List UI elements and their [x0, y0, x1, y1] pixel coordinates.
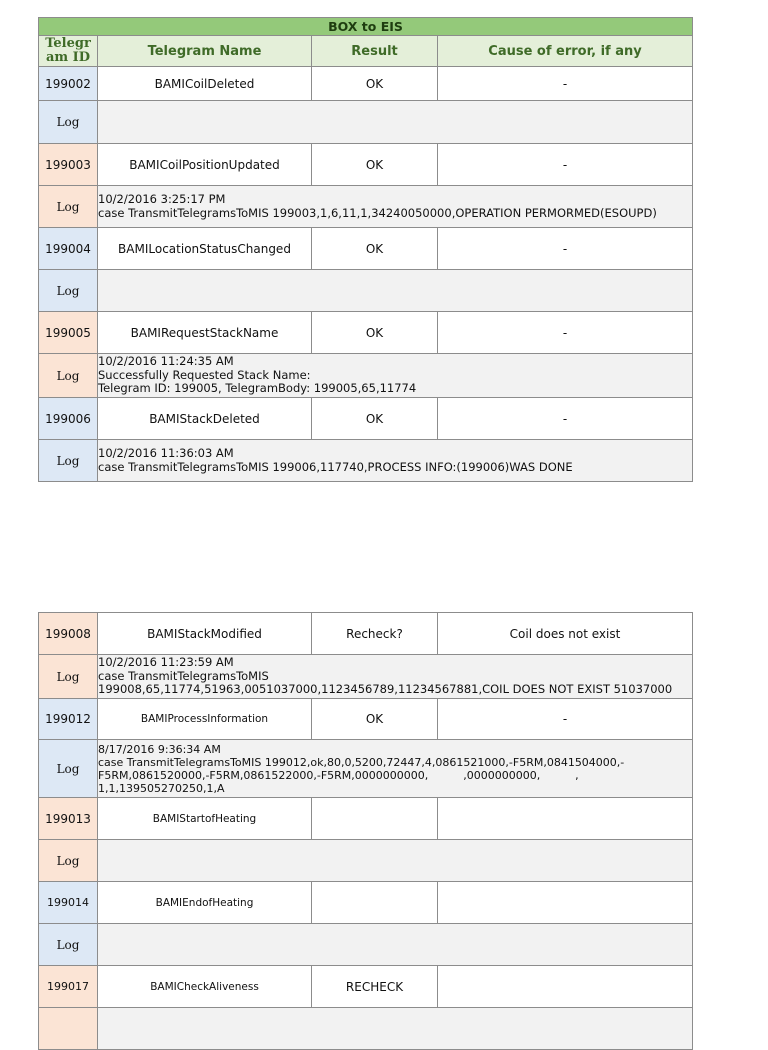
- cause: -: [438, 699, 693, 740]
- telegram-id: 199017: [39, 966, 98, 1008]
- table-row: [39, 67, 693, 101]
- cause: -: [438, 144, 693, 186]
- cause: Coil does not exist: [438, 613, 693, 655]
- result: OK: [312, 67, 438, 101]
- result: OK: [312, 398, 438, 440]
- log-label: Log: [39, 924, 98, 966]
- telegram-id: 199002: [39, 67, 98, 101]
- table-row: [39, 312, 693, 354]
- header-telegram-name: Telegram Name: [98, 36, 312, 67]
- log-text: 10/2/2016 3:25:17 PM case TransmitTelegramsToMIS 199003,1,6,11,1,34240050000,OPERATION PERMORMED(ESOUPD): [98, 186, 693, 228]
- result: OK: [312, 312, 438, 354]
- table-row: [39, 398, 693, 440]
- log-row: [39, 740, 693, 798]
- table-row: [39, 966, 693, 1008]
- telegram-name: BAMIStackModified: [98, 613, 312, 655]
- cause: [438, 798, 693, 840]
- log-text: [98, 840, 693, 882]
- log-text: [98, 101, 693, 144]
- log-row: [39, 655, 693, 699]
- telegram-id: 199006: [39, 398, 98, 440]
- telegram-id: 199013: [39, 798, 98, 840]
- result: OK: [312, 144, 438, 186]
- log-text: [98, 924, 693, 966]
- table-row: [39, 798, 693, 840]
- cause: [438, 966, 693, 1008]
- table-row: [39, 699, 693, 740]
- telegram-id: 199004: [39, 228, 98, 270]
- cause: [438, 882, 693, 924]
- telegram-name: BAMILocationStatusChanged: [98, 228, 312, 270]
- log-row: [39, 1008, 693, 1050]
- header-telegram-id: Telegr am ID: [39, 36, 98, 67]
- log-text: 10/2/2016 11:36:03 AM case TransmitTelegramsToMIS 199006,117740,PROCESS INFO:(199006)WAS DONE: [98, 440, 693, 482]
- log-label: Log: [39, 270, 98, 312]
- log-label: [39, 1008, 98, 1050]
- log-label: Log: [39, 101, 98, 144]
- telegram-name: BAMICoilDeleted: [98, 67, 312, 101]
- cause: -: [438, 312, 693, 354]
- telegram-table-2: [38, 612, 693, 1050]
- result: RECHECK: [312, 966, 438, 1008]
- log-text: 10/2/2016 11:24:35 AM Successfully Requested Stack Name: Telegram ID: 199005, TelegramBody: 199005,65,11774: [98, 354, 693, 398]
- telegram-name: BAMIProcessInformation: [98, 699, 312, 740]
- box-to-eis-table: [38, 17, 693, 482]
- log-text: [98, 1008, 693, 1050]
- telegram-name: BAMICoilPositionUpdated: [98, 144, 312, 186]
- log-text: 10/2/2016 11:23:59 AM case TransmitTelegramsToMIS 199008,65,11774,51963,0051037000,1123456789,11234567881,COIL DOES NOT EXIST 51037000: [98, 655, 693, 699]
- telegram-name: BAMIEndofHeating: [98, 882, 312, 924]
- table-row: [39, 882, 693, 924]
- header-result: Result: [312, 36, 438, 67]
- table-row: [39, 613, 693, 655]
- result: Recheck?: [312, 613, 438, 655]
- header-cause: Cause of error, if any: [438, 36, 693, 67]
- log-label: Log: [39, 655, 98, 699]
- telegram-name: BAMIRequestStackName: [98, 312, 312, 354]
- table-title: BOX to EIS: [39, 18, 693, 36]
- telegram-id: 199014: [39, 882, 98, 924]
- log-label: Log: [39, 740, 98, 798]
- cause: -: [438, 398, 693, 440]
- log-row: [39, 440, 693, 482]
- telegram-id: 199012: [39, 699, 98, 740]
- telegram-id: 199008: [39, 613, 98, 655]
- table-row: [39, 228, 693, 270]
- log-row: [39, 270, 693, 312]
- log-label: Log: [39, 186, 98, 228]
- result: [312, 882, 438, 924]
- telegram-name: BAMIStackDeleted: [98, 398, 312, 440]
- log-label: Log: [39, 840, 98, 882]
- log-row: [39, 354, 693, 398]
- log-row: [39, 101, 693, 144]
- log-row: [39, 924, 693, 966]
- result: OK: [312, 699, 438, 740]
- log-text: [98, 270, 693, 312]
- log-text: 8/17/2016 9:36:34 AM case TransmitTelegramsToMIS 199012,ok,80,0,5200,72447,4,0861521000,-F5RM,0841504000,- F5RM,0861520000,-F5RM,0861522000,-F5RM,0000000000, ,0000000000, , 1,1,139505270250,1,A: [98, 740, 693, 798]
- telegram-name: BAMICheckAliveness: [98, 966, 312, 1008]
- telegram-name: BAMIStartofHeating: [98, 798, 312, 840]
- cause: -: [438, 67, 693, 101]
- telegram-id: 199005: [39, 312, 98, 354]
- cause: -: [438, 228, 693, 270]
- result: [312, 798, 438, 840]
- log-label: Log: [39, 440, 98, 482]
- log-row: [39, 186, 693, 228]
- log-label: Log: [39, 354, 98, 398]
- log-row: [39, 840, 693, 882]
- result: OK: [312, 228, 438, 270]
- table-row: [39, 144, 693, 186]
- telegram-id: 199003: [39, 144, 98, 186]
